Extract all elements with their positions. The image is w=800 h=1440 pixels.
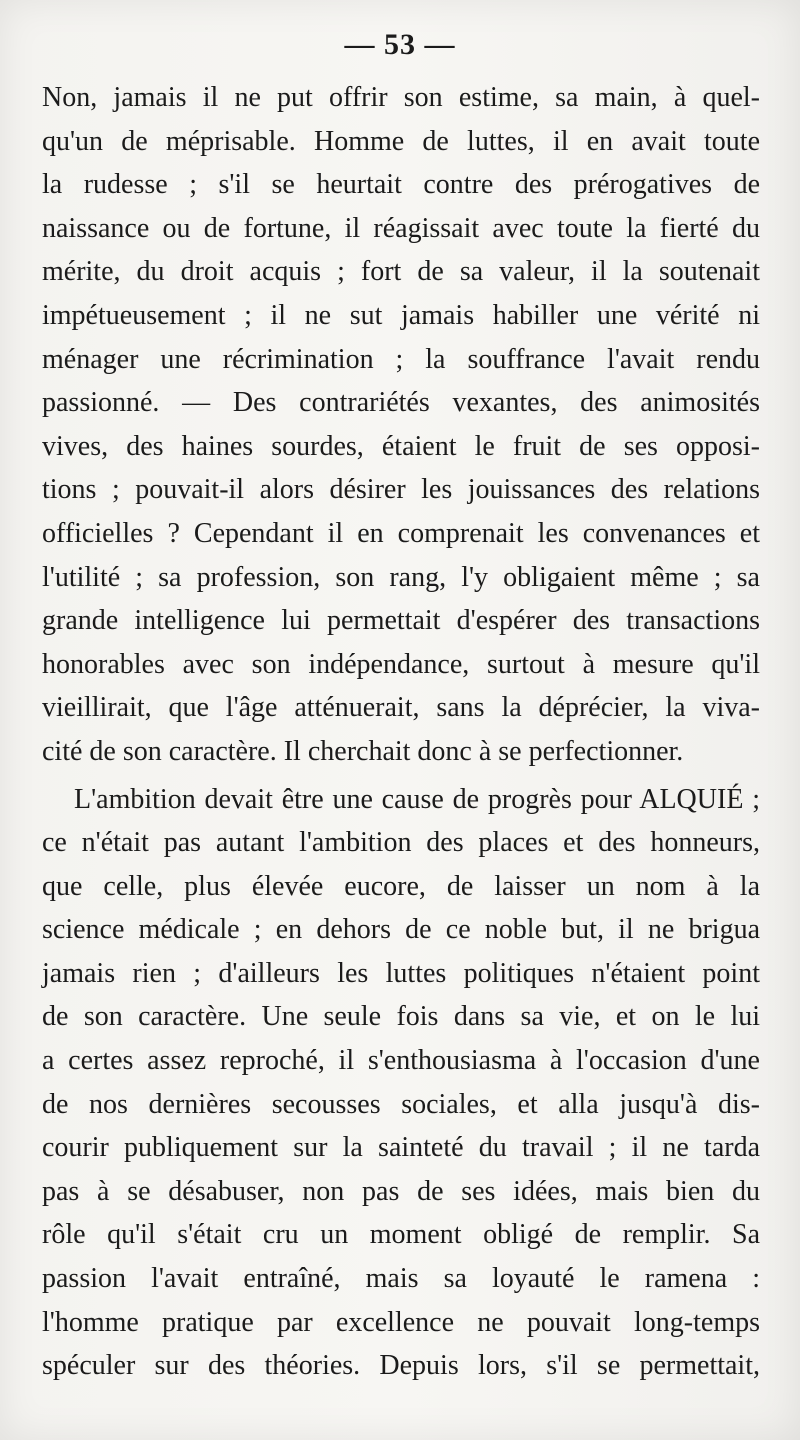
text-line: la rudesse ; s'il se heurtait contre des prérogatives de — [42, 169, 760, 201]
page-number: — 53 — — [344, 28, 456, 61]
text-line: vieillirait, que l'âge atténuerait, sans la déprécier, la viva- — [42, 692, 760, 724]
text-line: courir publiquement sur la sainteté du travail ; il ne tarda — [42, 1132, 760, 1164]
text-line: de son caractère. Une seule fois dans sa vie, et on le lui — [42, 1001, 760, 1033]
text-line: impétueusement ; il ne sut jamais habiller une vérité ni — [42, 299, 760, 331]
text-line: l'utilité ; sa profession, son rang, l'y obligaient même ; sa — [42, 561, 760, 593]
body-text — [42, 76, 760, 1388]
text-line: science médicale ; en dehors de ce noble but, il ne brigua — [42, 914, 760, 946]
text-line: jamais rien ; d'ailleurs les luttes politiques n'étaient point — [42, 957, 760, 989]
text-line: pas à se désabuser, non pas de ses idées, mais bien du — [42, 1175, 760, 1207]
text-line: honorables avec son indépendance, surtout à mesure qu'il — [42, 648, 760, 680]
text-line: vives, des haines sourdes, étaient le fruit de ses opposi- — [42, 430, 760, 462]
text-line: passionné. — Des contrariétés vexantes, des animosités — [42, 387, 760, 419]
text-line: grande intelligence lui permettait d'espérer des transactions — [42, 605, 760, 637]
text-line: officielles ? Cependant il en comprenait les convenances et — [42, 517, 760, 549]
text-line: l'homme pratique par excellence ne pouvait long-temps — [42, 1306, 760, 1338]
text-line: rôle qu'il s'était cru un moment obligé de remplir. Sa — [42, 1219, 760, 1251]
text-line: de nos dernières secousses sociales, et alla jusqu'à dis- — [42, 1088, 760, 1120]
text-line: que celle, plus élevée eucore, de laisser un nom à la — [42, 870, 760, 902]
text-line: qu'un de méprisable. Homme de luttes, il en avait toute — [42, 125, 760, 157]
text-line: passion l'avait entraîné, mais sa loyauté le ramena : — [42, 1263, 760, 1295]
text-line: Non, jamais il ne put offrir son estime, sa main, à quel- — [42, 82, 760, 113]
text-line: a certes assez reproché, il s'enthousiasma à l'occasion d'une — [42, 1045, 760, 1077]
text-line: mérite, du droit acquis ; fort de sa valeur, il la soutenait — [42, 256, 760, 288]
text-line: ménager une récrimination ; la souffrance l'avait rendu — [42, 343, 760, 375]
text-line: cité de son caractère. Il cherchait donc à se perfectionner. — [42, 735, 684, 767]
text-line: tions ; pouvait-il alors désirer les jouissances des relations — [42, 474, 760, 506]
text-line: spéculer sur des théories. Depuis lors, s'il se permettait, — [42, 1350, 760, 1382]
text-line: L'ambition devait être une cause de progrès pour ALQUIÉ ; — [74, 783, 760, 815]
text-line: ce n'était pas autant l'ambition des places et des honneurs, — [42, 827, 760, 859]
text-line: naissance ou de fortune, il réagissait avec toute la fierté du — [42, 212, 760, 244]
